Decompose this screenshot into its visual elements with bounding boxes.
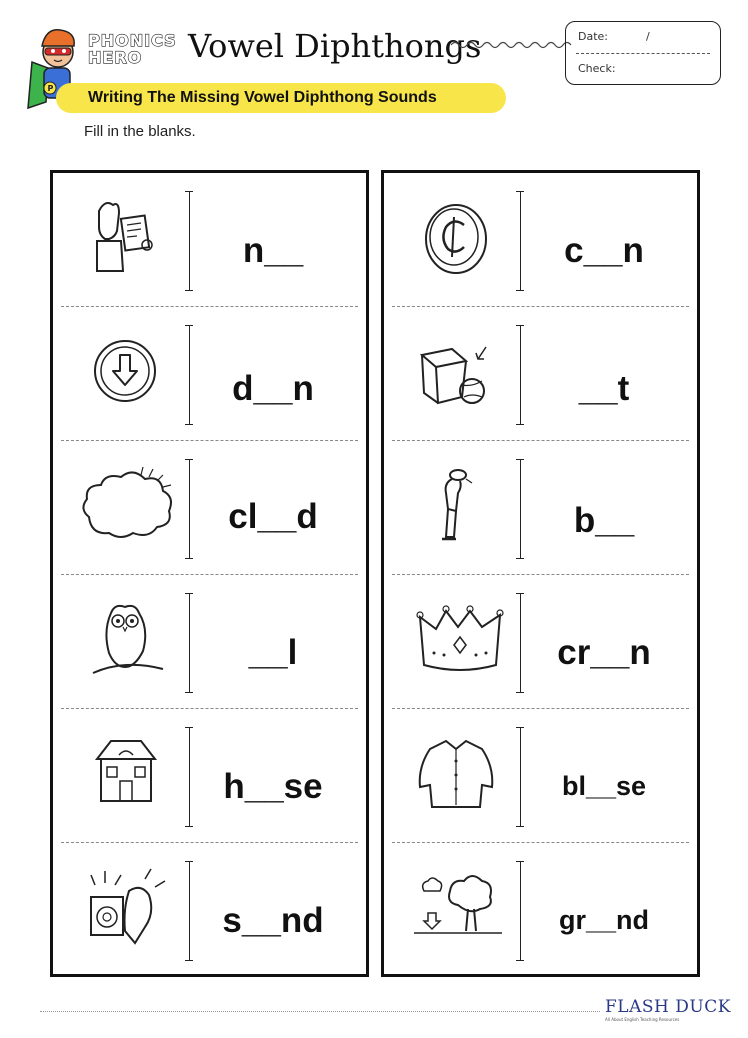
page-title: Vowel Diphthongs bbox=[188, 27, 482, 65]
column-divider bbox=[520, 861, 522, 961]
wavy-line-icon bbox=[451, 38, 573, 52]
word-blank: h__se bbox=[223, 767, 323, 806]
left-exercise-panel bbox=[50, 170, 369, 977]
word-blank: __t bbox=[578, 369, 630, 408]
word-blank: cr__n bbox=[557, 633, 651, 672]
right-exercise-panel bbox=[381, 170, 700, 977]
word-blank: bl__se bbox=[561, 771, 647, 801]
footer-line bbox=[40, 1011, 600, 1012]
down-arrow-button-icon bbox=[75, 325, 187, 421]
exercise-row bbox=[384, 843, 697, 977]
date-check-box bbox=[565, 21, 721, 85]
coin-icon bbox=[406, 191, 518, 287]
blouse-icon bbox=[406, 727, 518, 823]
column-divider bbox=[520, 727, 522, 827]
exercise-row bbox=[53, 709, 366, 843]
note-paper-icon bbox=[75, 191, 187, 287]
word-blank: s__nd bbox=[222, 901, 324, 940]
word-blank: d__n bbox=[232, 369, 314, 408]
section-banner bbox=[70, 83, 506, 113]
exercise-row bbox=[384, 307, 697, 441]
ground-tree-icon bbox=[406, 861, 518, 957]
column-divider bbox=[520, 459, 522, 559]
column-divider bbox=[189, 861, 191, 961]
cloud-icon bbox=[75, 459, 187, 555]
exercise-row bbox=[53, 307, 366, 441]
word-blank: __l bbox=[248, 633, 298, 672]
phonics-hero-logo bbox=[88, 32, 180, 72]
bowing-man-icon bbox=[406, 459, 518, 555]
banner-title: Writing The Missing Vowel Diphthong Sounds bbox=[88, 89, 437, 106]
brand-line-2: HERO bbox=[88, 48, 143, 67]
date-divider bbox=[576, 53, 710, 54]
instruction-text: Fill in the blanks. bbox=[84, 123, 196, 140]
flash-duck-logo bbox=[605, 997, 731, 1023]
exercise-row bbox=[53, 575, 366, 709]
exercise-row bbox=[53, 441, 366, 575]
exercise-row bbox=[384, 575, 697, 709]
check-label: Check: bbox=[578, 62, 616, 75]
owl-icon bbox=[75, 593, 187, 689]
column-divider bbox=[520, 325, 522, 425]
word-blank: n__ bbox=[242, 231, 304, 270]
date-label: Date: bbox=[578, 30, 608, 43]
column-divider bbox=[520, 191, 522, 291]
column-divider bbox=[189, 727, 191, 827]
column-divider bbox=[189, 191, 191, 291]
house-icon bbox=[75, 727, 187, 823]
word-blank: b__ bbox=[573, 501, 635, 540]
column-divider bbox=[189, 593, 191, 693]
box-and-ball-icon bbox=[406, 325, 518, 421]
column-divider bbox=[189, 459, 191, 559]
date-slash: / bbox=[646, 30, 650, 43]
logo-text: FLASH DUCK bbox=[605, 997, 731, 1017]
crown-icon bbox=[406, 593, 518, 689]
exercise-row bbox=[53, 173, 366, 307]
exercise-row bbox=[384, 709, 697, 843]
word-blank: c__n bbox=[564, 231, 644, 270]
logo-tagline: All About English Teaching Resources bbox=[605, 1017, 680, 1022]
exercise-row bbox=[384, 441, 697, 575]
word-blank: cl__d bbox=[228, 497, 318, 536]
column-divider bbox=[189, 325, 191, 425]
word-blank: gr__nd bbox=[558, 905, 650, 935]
svg-text:P: P bbox=[47, 84, 54, 93]
exercise-row bbox=[53, 843, 366, 977]
exercise-row bbox=[384, 173, 697, 307]
column-divider bbox=[520, 593, 522, 693]
loud-sound-icon bbox=[75, 861, 187, 957]
brand-line-1: PHONICS bbox=[88, 31, 177, 50]
